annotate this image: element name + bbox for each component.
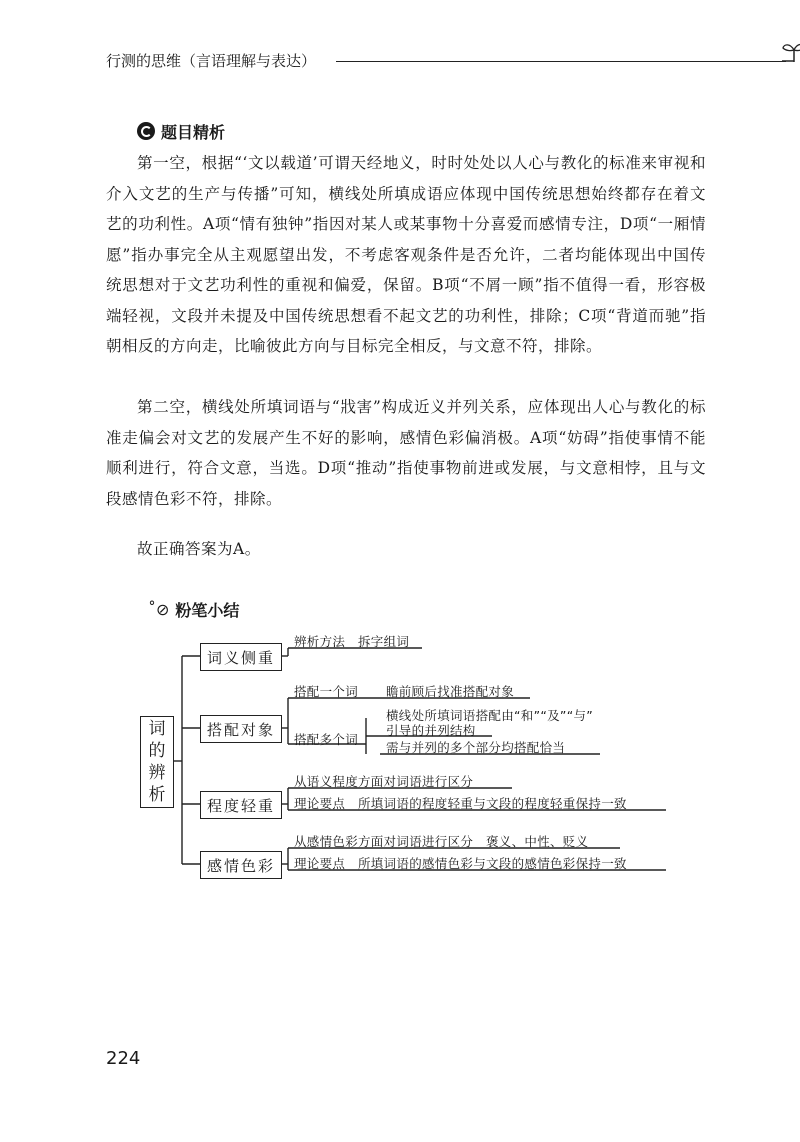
header-title: 行测的思维（言语理解与表达） [106,52,317,70]
branch-collocation: 搭配对象 [200,715,282,743]
leaf-degree-2: 理论要点 所填词语的程度轻重与文段的程度轻重保持一致 [294,796,627,811]
summary-heading [148,596,239,622]
running-header [106,48,706,78]
analysis-badge-icon [137,122,155,140]
analysis-paragraph-2: 第二空，横线处所填词语与“戕害”构成近义并列关系，应体现出人心与教化的标准走偏会对文艺的发展产生不好的影响，感情色彩偏消极。A项“妨碍”指使事情不能顺利进行，符合文意，当选。D项“推动”指使事物前进或发展，与文意相悖，且与文段感情色彩不符，排除。 [106,398,706,508]
branch-degree: 程度轻重 [200,791,282,819]
summary-heading-label: 粉笔小结 [175,600,240,620]
root-char: 析 [148,785,166,805]
leaf-multi-line-1: 横线处所填词语搭配由“和”“及”“与” [386,708,594,723]
leaf-method: 辨析方法 拆字组词 [294,634,410,649]
leaf-sentiment-2: 理论要点 所填词语的感情色彩与文段的感情色彩保持一致 [294,856,627,871]
analysis-answer: 故正确答案为A。 [137,540,261,558]
word-analysis-mindmap [130,628,690,888]
branch-word-meaning: 词义侧重 [200,643,282,671]
leaf-multi-line-3: 需与并列的多个部分均搭配恰当 [386,740,566,755]
mindmap-root [140,716,174,808]
branch-sentiment: 感情色彩 [200,851,282,879]
analysis-paragraph-1: 第一空，根据“‘文以载道’可谓天经地义，时时处处以人心与教化的标准来审视和介入文艺的生产与传播”可知，横线处所填成语应体现中国传统思想始终都存在着文艺的功利性。A项“情有独钟”指因对某人或某事物十分喜爱而感情专注，D项“一厢情愿”指办事完全从主观愿望出发，不考虑客观条件是否允许，二者均能体现出中国传统思想对于文艺功利性的重视和偏爱，保留。B项“不屑一顾”指不值得一看，形容极端轻视，文段并未提及中国传统思想看不起文艺的功利性，排除；C项“背道而驰”指朝相反的方向走，比喻彼此方向与目标完全相反，与文意不符，排除。 [106,154,706,355]
chalk-pencil-icon: ˚⊘ [148,599,170,619]
analysis-heading-label: 题目精析 [161,122,226,142]
root-char: 词 [148,719,166,739]
leaf-multi-line-2: 引导的并列结构 [386,723,476,738]
leaf-degree-1: 从语义程度方面对词语进行区分 [294,774,474,789]
sprout-icon [780,40,800,64]
root-char: 辨 [148,763,166,783]
leaf-single-text: 瞻前顾后找准搭配对象 [386,684,515,699]
page-number: 224 [106,1048,141,1069]
root-char: 的 [148,741,166,761]
leaf-single-label: 搭配一个词 [294,684,359,699]
leaf-sentiment-1: 从感情色彩方面对词语进行区分 褒义、中性、贬义 [294,834,589,849]
analysis-heading [137,118,225,144]
leaf-multi-label: 搭配多个词 [294,732,359,747]
header-rule [336,61,786,62]
